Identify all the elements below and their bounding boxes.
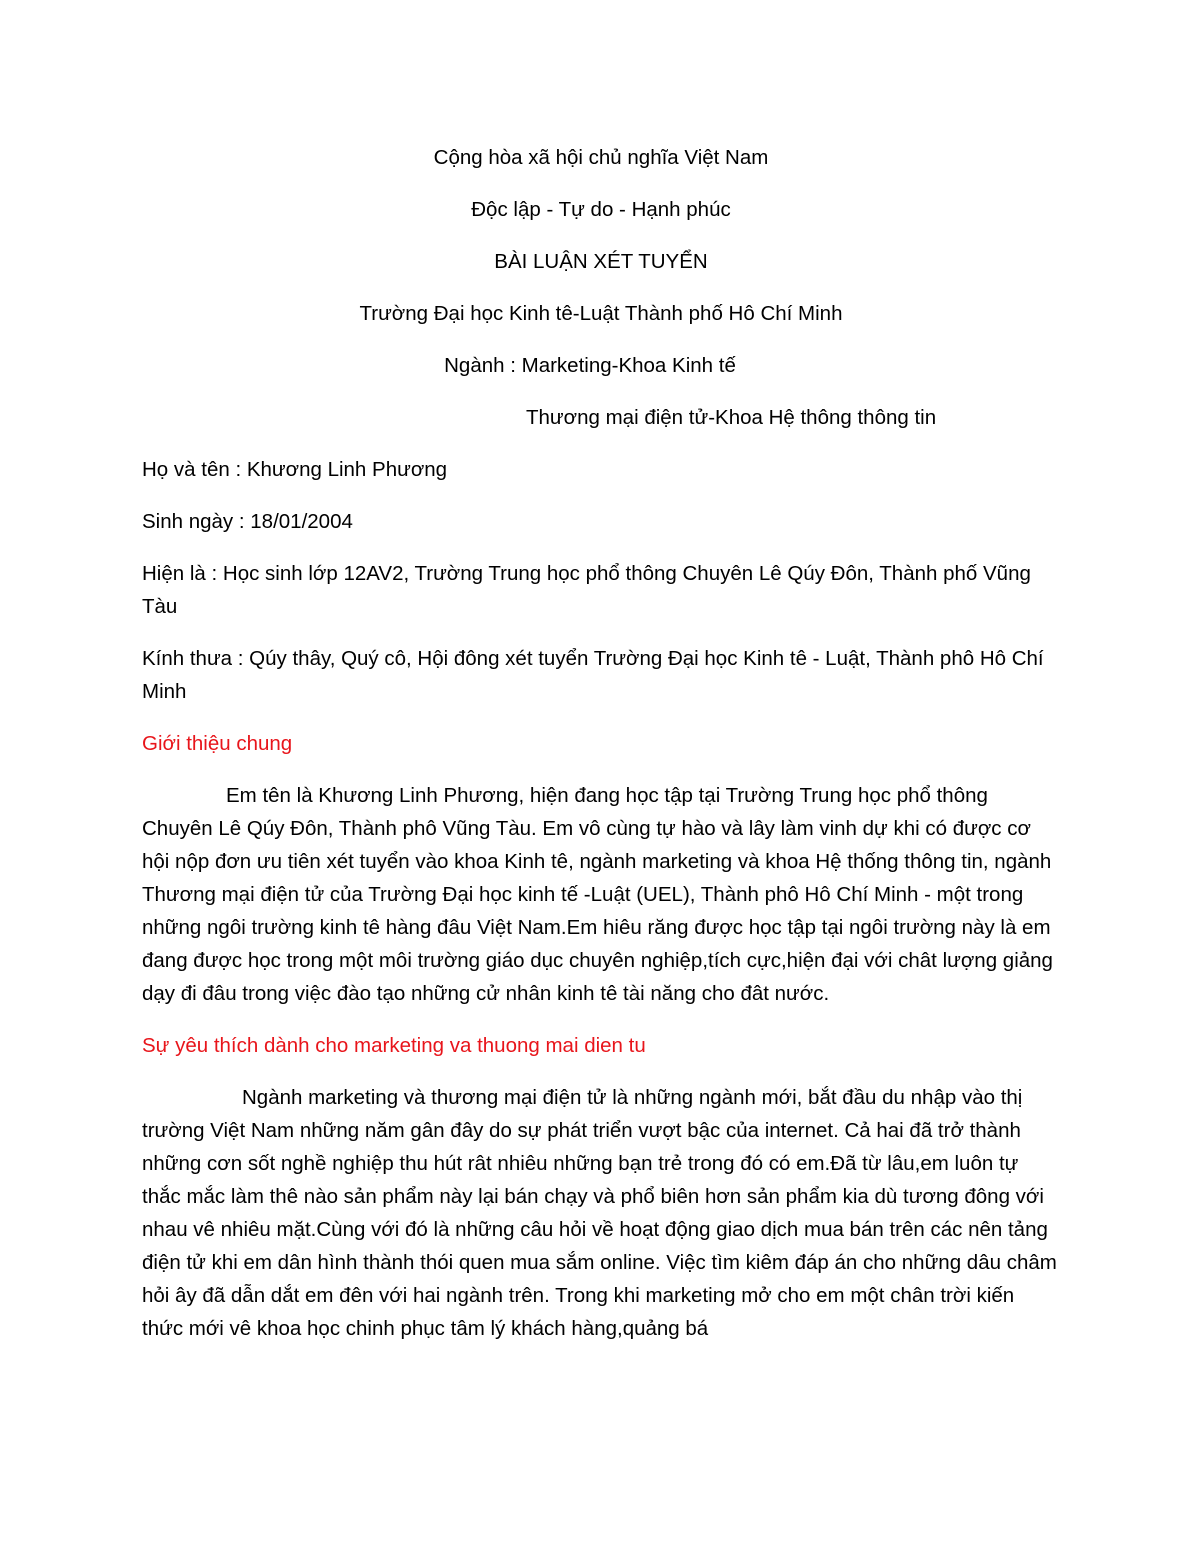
name-field: Họ và tên : Khương Linh Phương <box>142 458 448 481</box>
section-body-interest: Ngành marketing và thương mại điện tử là những ngành mới, bắt đầu du nhập vào thị trường Việt Nam những năm gân đây do sự phát triển vượt bậc của internet. Cả hai đã trở thành những cơn sốt nghề nghiệp thu hút rât nhiêu những bạn trẻ trong đó có em.Đã từ lâu,em luôn tự thắc mắc làm thê nào sản phẩm này lại bán chạy và phổ biên hơn sản phẩm kia dù tương đông với nhau vê nhiêu mặt.Cùng với đó là những câu hỏi về hoạt động giao dịch mua bán trên các nên tảng điện tử khi em dân hình thành thói quen mua sắm online. Việc tìm kiêm đáp án cho những dâu châm hỏi ây đã dẫn dắt em đên với hai ngành trên. Trong khi marketing mở cho em một chân trời kiến thức mới vê khoa học chinh phục tâm lý khách hàng,quảng bá <box>142 1086 1057 1340</box>
section-heading-intro: Giới thiệu chung <box>142 732 293 755</box>
section-heading-interest: Sự yêu thích dành cho marketing va thuong mai dien tu <box>142 1034 646 1057</box>
greeting-field: Kính thưa : Qúy thây, Quý cô, Hội đông xét tuyển Trường Đại học Kinh tê - Luật, Thành phô Hô Chí Minh <box>142 647 1044 703</box>
current-status-field: Hiện là : Học sinh lớp 12AV2, Trường Trung học phổ thông Chuyên Lê Qúy Đôn, Thành phố Vũng Tàu <box>142 562 1031 618</box>
document-title: BÀI LUẬN XÉT TUYỂN <box>494 250 708 273</box>
document-body <box>142 141 1060 1364</box>
dob-field: Sinh ngày : 18/01/2004 <box>142 510 353 533</box>
national-motto-line1: Cộng hòa xã hội chủ nghĩa Việt Nam <box>433 146 769 169</box>
major-line2: Thương mại điện tử-Khoa Hệ thông thông tin <box>526 406 937 429</box>
major-line1: Ngành : Marketing-Khoa Kinh tế <box>444 354 736 377</box>
national-motto-line2: Độc lập - Tự do - Hạnh phúc <box>471 198 731 221</box>
school-name: Trường Đại học Kinh tê-Luật Thành phố Hô Chí Minh <box>359 302 843 325</box>
section-body-intro: Em tên là Khương Linh Phương, hiện đang học tập tại Trường Trung học phổ thông Chuyên Lê Qúy Đôn, Thành phô Vũng Tàu. Em vô cùng tự hào và lây làm vinh dự khi có được cơ hội nộp đơn ưu tiên xét tuyển vào khoa Kinh tê, ngành marketing và khoa Hệ thống thông tin, ngành Thương mại điện tử của Trường Đại học kinh tế -Luật (UEL), Thành phô Hô Chí Minh - một trong những ngôi trường kinh tê hàng đâu Việt Nam.Em hiêu răng được học tập tại ngôi trường này là em đang được học trong một môi trường giáo dục chuyên nghiệp,tích cực,hiện đại với chât lượng giảng dạy đi đâu trong việc đào tạo những cử nhân kinh tê tài năng cho đât nước. <box>142 784 1053 1005</box>
